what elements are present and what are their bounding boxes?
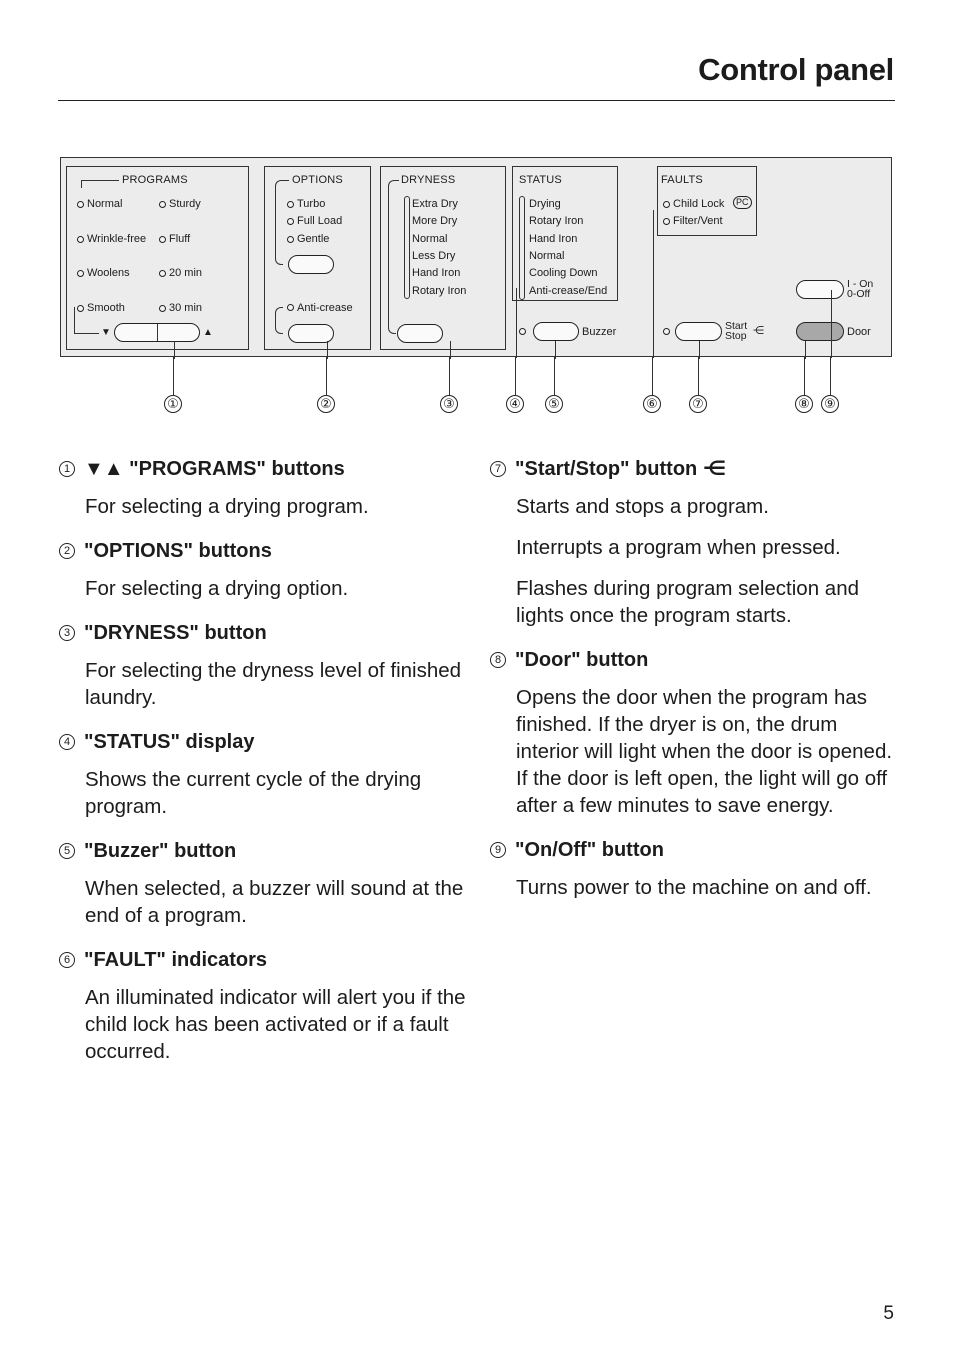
program-wrinkle-free: Wrinkle-free [87, 233, 147, 245]
page-number: 5 [883, 1303, 894, 1324]
on-off-button[interactable] [796, 280, 844, 299]
section-text: Interrupts a program when pressed. [516, 536, 841, 559]
status-title: STATUS [519, 174, 562, 186]
section-heading: "FAULT" indicators [84, 949, 268, 971]
section-options [59, 538, 469, 602]
start-label: Start [725, 320, 748, 332]
program-20min: 20 min [169, 267, 203, 279]
section-text: Flashes during program selection and lights once the program starts. [516, 577, 859, 627]
section-programs [59, 456, 469, 520]
buzzer-label: Buzzer [582, 326, 617, 338]
callout-4: ④ [506, 395, 524, 413]
dryness-less-dry: Less Dry [412, 250, 456, 262]
section-text: For selecting a drying program. [85, 495, 369, 518]
options-box [264, 166, 371, 350]
left-column [59, 456, 469, 1083]
status-hand-iron: Hand Iron [529, 233, 578, 245]
section-text: For selecting a drying option. [85, 577, 349, 600]
right-column [490, 456, 900, 919]
section-text: Starts and stops a program. [516, 495, 769, 518]
callout-3: ③ [440, 395, 458, 413]
section-text: When selected, a buzzer will sound at the end of a program. [85, 877, 464, 927]
program-normal: Normal [87, 198, 123, 210]
stop-label: Stop [725, 330, 747, 342]
start-stop-button[interactable] [675, 322, 722, 341]
program-woolens: Woolens [87, 267, 130, 279]
options-button-top[interactable] [288, 255, 334, 274]
status-normal: Normal [529, 250, 565, 262]
item-number: 4 [59, 734, 75, 750]
title-rule [58, 100, 895, 101]
section-text: Opens the door when the program has finished. If the dryer is on, the drum interior will light when the door is opened. If the door is left open, the light will go off after a few minutes to save energy. [516, 686, 893, 817]
status-anti-crease-end: Anti-crease/End [529, 285, 608, 297]
callout-5: ⑤ [545, 395, 563, 413]
item-number: 7 [490, 461, 506, 477]
turbo-led [287, 201, 294, 208]
up-arrow-icon: ▲ [203, 327, 213, 338]
dryness-button[interactable] [397, 324, 443, 343]
dryness-title: DRYNESS [401, 174, 456, 186]
off-label: 0-Off [847, 288, 871, 300]
fluff-led [159, 236, 166, 243]
section-heading: "DRYNESS" button [84, 622, 267, 644]
faults-box [657, 166, 757, 236]
section-heading: ▼▲ "PROGRAMS" buttons [84, 458, 345, 480]
item-number: 6 [59, 952, 75, 968]
option-turbo: Turbo [297, 198, 326, 210]
buzzer-led [519, 328, 526, 335]
dryness-normal: Normal [412, 233, 448, 245]
dryness-box [380, 166, 506, 350]
section-text: Shows the current cycle of the drying program. [85, 768, 422, 818]
on-label: I - On [847, 278, 874, 290]
anti-crease-led [287, 304, 294, 311]
option-gentle: Gentle [297, 233, 330, 245]
buzzer-button[interactable] [533, 322, 579, 341]
20min-led [159, 270, 166, 277]
program-smooth: Smooth [87, 302, 125, 314]
control-panel-diagram [60, 157, 892, 357]
start-stop-led [663, 328, 670, 335]
child-lock-led [663, 201, 670, 208]
section-status [59, 729, 469, 820]
page-title: Control panel [698, 52, 894, 87]
section-heading: "Door" button [515, 649, 649, 671]
section-heading: "Start/Stop" button ⋲ [515, 458, 726, 480]
section-dryness [59, 620, 469, 711]
item-number: 2 [59, 543, 75, 559]
fault-child-lock: Child Lock [673, 198, 725, 210]
pc-badge: PC [733, 196, 752, 209]
section-buzzer [59, 838, 469, 929]
callout-9: ⑨ [821, 395, 839, 413]
callout-2: ② [317, 395, 335, 413]
section-door [490, 647, 900, 819]
wrinkle-free-led [77, 236, 84, 243]
filter-vent-led [663, 218, 670, 225]
start-stop-symbol-icon: ⋲ [753, 325, 764, 337]
programs-title: PROGRAMS [122, 174, 188, 186]
callout-8: ⑧ [795, 395, 813, 413]
status-drying: Drying [529, 198, 561, 210]
option-anti-crease: Anti-crease [297, 302, 353, 314]
smooth-led [77, 305, 84, 312]
callout-7: ⑦ [689, 395, 707, 413]
dryness-rotary-iron: Rotary Iron [412, 285, 467, 297]
item-number: 9 [490, 842, 506, 858]
dryness-more-dry: More Dry [412, 215, 458, 227]
program-30min: 30 min [169, 302, 203, 314]
status-box [512, 166, 618, 301]
section-fault [59, 947, 469, 1065]
section-heading: "Buzzer" button [84, 840, 237, 862]
30min-led [159, 305, 166, 312]
door-button[interactable] [796, 322, 844, 341]
programs-box [66, 166, 249, 350]
door-label: Door [847, 326, 871, 338]
item-number: 8 [490, 652, 506, 668]
section-heading: "On/Off" button [515, 839, 664, 861]
section-text: For selecting the dryness level of finished laundry. [85, 659, 462, 709]
section-start-stop [490, 456, 900, 629]
down-arrow-icon: ▼ [101, 327, 111, 338]
item-number: 1 [59, 461, 75, 477]
option-full-load: Full Load [297, 215, 343, 227]
faults-title: FAULTS [661, 174, 703, 186]
section-on-off [490, 837, 900, 901]
item-number: 3 [59, 625, 75, 641]
gentle-led [287, 236, 294, 243]
program-sturdy: Sturdy [169, 198, 201, 210]
section-text: An illuminated indicator will alert you if the child lock has been activated or if a fault occurred. [85, 986, 466, 1063]
section-heading: "STATUS" display [84, 731, 255, 753]
callout-6: ⑥ [643, 395, 661, 413]
dryness-hand-iron: Hand Iron [412, 267, 461, 279]
item-number: 5 [59, 843, 75, 859]
woolens-led [77, 270, 84, 277]
section-heading: "OPTIONS" buttons [84, 540, 272, 562]
dryness-extra-dry: Extra Dry [412, 198, 458, 210]
options-title: OPTIONS [292, 174, 343, 186]
normal-led [77, 201, 84, 208]
sturdy-led [159, 201, 166, 208]
callout-1: ① [164, 395, 182, 413]
fault-filter-vent: Filter/Vent [673, 215, 723, 227]
status-cooling-down: Cooling Down [529, 267, 598, 279]
program-fluff: Fluff [169, 233, 191, 245]
status-rotary-iron: Rotary Iron [529, 215, 584, 227]
full-load-led [287, 218, 294, 225]
section-text: Turns power to the machine on and off. [516, 876, 872, 899]
